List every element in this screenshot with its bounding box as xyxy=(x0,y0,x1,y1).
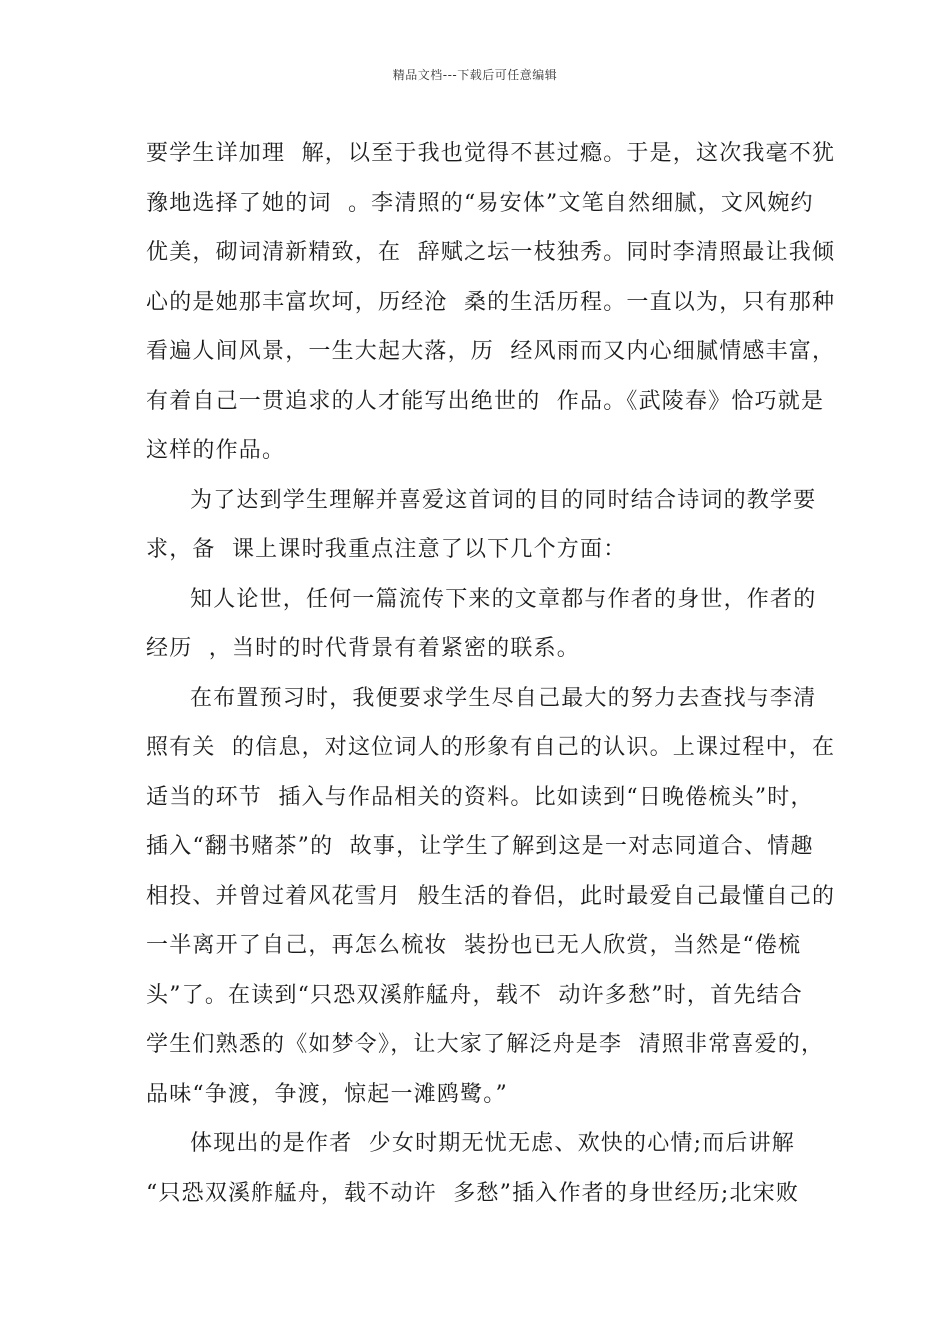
text-line: 相投、并曾过着风花雪月 般生活的眷侣，此时最爱自己最懂自己的 xyxy=(146,884,836,909)
text-line: 豫地选择了她的词 。李清照的“易安体”文笔自然细腻，文风婉约 xyxy=(146,191,814,216)
text-line: “只恐双溪舴艋舟，载不动许 多愁”插入作者的身世经历;北宋败 xyxy=(146,1181,800,1206)
text-line: 在布置预习时，我便要求学生尽自己最大的努力去查找与李清 xyxy=(190,686,817,711)
text-line: 知人论世，任何一篇流传下来的文章都与作者的身世，作者的 xyxy=(190,587,817,612)
text-line: 插入“翻书赌茶”的 故事，让学生了解到这是一对志同道合、情趣 xyxy=(146,834,814,859)
text-line: 头”了。在读到“只恐双溪舴艋舟，载不 动许多愁”时，首先结合 xyxy=(146,983,803,1008)
text-line: 适当的环节 插入与作品相关的资料。比如读到“日晚倦梳头”时， xyxy=(146,785,814,810)
text-line: 有着自己一贯追求的人才能写出绝世的 作品。《武陵春》恰巧就是 xyxy=(146,389,825,414)
text-line: 这样的作品。 xyxy=(146,438,286,463)
text-line: 学生们熟悉的《如梦令》，让大家了解泛舟是李 清照非常喜爱的， xyxy=(146,1032,825,1057)
text-line: 品味“争渡，争渡，惊起一滩鸥鹭。” xyxy=(146,1082,508,1107)
text-line: 经历 ，当时的时代背景有着紧密的联系。 xyxy=(146,636,580,661)
page-header: 精品文档---下载后可任意编辑 xyxy=(392,68,558,82)
text-line: 体现出的是作者 少女时期无忧无虑、欢快的心情;而后讲解 xyxy=(190,1131,796,1156)
text-line: 优美，砌词清新精致，在 辞赋之坛一枝独秀。同时李清照最让我倾 xyxy=(146,240,836,265)
text-line: 一半离开了自己，再怎么梳妆 装扮也已无人欣赏，当然是“倦梳 xyxy=(146,933,802,958)
text-line: 心的是她那丰富坎坷，历经沧 桑的生活历程。一直以为，只有那种 xyxy=(146,290,836,315)
text-line: 求，备 课上课时我重点注意了以下几个方面： xyxy=(146,537,627,562)
text-line: 要学生详加理 解，以至于我也觉得不甚过瘾。于是，这次我毫不犹 xyxy=(146,141,836,166)
text-line: 看遍人间风景，一生大起大落，历 经风雨而又内心细腻情感丰富， xyxy=(146,339,836,364)
text-line: 照有关 的信息，对这位词人的形象有自己的认识。上课过程中，在 xyxy=(146,735,836,760)
text-line: 为了达到学生理解并喜爱这首词的目的同时结合诗词的教学要 xyxy=(190,488,817,513)
